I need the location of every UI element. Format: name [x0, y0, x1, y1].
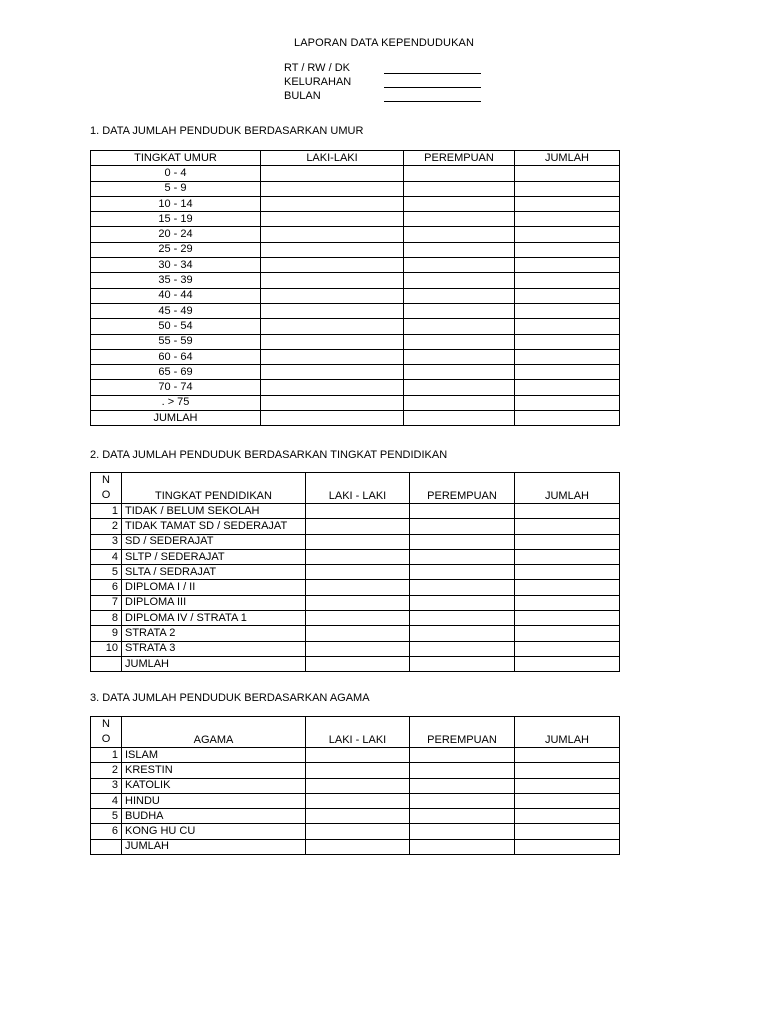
- total-count-cell[interactable]: [515, 411, 620, 426]
- female-count-cell[interactable]: [410, 793, 515, 808]
- total-count-cell[interactable]: [515, 824, 620, 839]
- table-row: [91, 611, 620, 626]
- table-row: [91, 319, 620, 334]
- age-col-header: TINGKAT UMUR: [91, 151, 261, 166]
- female-col-header: PEREMPUAN: [410, 717, 515, 748]
- education-level-cell: TIDAK / BELUM SEKOLAH: [122, 504, 306, 519]
- male-count-cell[interactable]: [306, 565, 410, 580]
- meta-label-bulan: BULAN: [284, 90, 321, 102]
- total-count-cell[interactable]: [515, 166, 620, 181]
- table-row: [91, 411, 620, 426]
- age-range-cell: 55 - 59: [91, 334, 261, 349]
- total-count-cell[interactable]: [515, 319, 620, 334]
- education-level-cell: STRATA 2: [122, 626, 306, 641]
- table-row: [91, 273, 620, 288]
- age-range-cell: 40 - 44: [91, 288, 261, 303]
- table-row: [91, 196, 620, 211]
- table-row: [91, 580, 620, 595]
- total-count-cell[interactable]: [515, 519, 620, 534]
- row-number-cell: [91, 656, 122, 671]
- table-row: [91, 227, 620, 242]
- table-row: [91, 534, 620, 549]
- male-col-header: LAKI - LAKI: [306, 473, 410, 504]
- male-count-cell[interactable]: [261, 380, 404, 395]
- table-row: [91, 380, 620, 395]
- row-number-cell: 10: [91, 641, 122, 656]
- male-count-cell[interactable]: [306, 611, 410, 626]
- male-count-cell[interactable]: [306, 626, 410, 641]
- female-count-cell[interactable]: [404, 411, 515, 426]
- table-row: [91, 395, 620, 410]
- meta-row-rt-rw-dk: [284, 61, 484, 75]
- total-count-cell[interactable]: [515, 181, 620, 196]
- male-count-cell[interactable]: [306, 793, 410, 808]
- female-count-cell[interactable]: [404, 181, 515, 196]
- female-count-cell[interactable]: [410, 656, 515, 671]
- male-count-cell[interactable]: [306, 778, 410, 793]
- education-col-header: TINGKAT PENDIDIKAN: [122, 473, 306, 504]
- total-count-cell[interactable]: [515, 595, 620, 610]
- total-col-header: JUMLAH: [515, 151, 620, 166]
- female-count-cell[interactable]: [410, 595, 515, 610]
- row-number-cell: 8: [91, 611, 122, 626]
- table-row: [91, 349, 620, 364]
- row-number-cell: 5: [91, 809, 122, 824]
- female-count-cell[interactable]: [410, 748, 515, 763]
- total-count-cell[interactable]: [515, 380, 620, 395]
- total-count-cell[interactable]: [515, 242, 620, 257]
- total-count-cell[interactable]: [515, 763, 620, 778]
- age-range-cell: 45 - 49: [91, 303, 261, 318]
- education-table: [90, 472, 620, 672]
- female-count-cell[interactable]: [410, 580, 515, 595]
- age-range-cell: 70 - 74: [91, 380, 261, 395]
- table-row: [91, 166, 620, 181]
- male-count-cell[interactable]: [306, 519, 410, 534]
- female-count-cell[interactable]: [410, 534, 515, 549]
- male-count-cell[interactable]: [261, 258, 404, 273]
- row-number-cell: 1: [91, 504, 122, 519]
- table-row: [91, 748, 620, 763]
- religion-cell: BUDHA: [122, 809, 306, 824]
- table-row: [91, 839, 620, 854]
- female-count-cell[interactable]: [410, 611, 515, 626]
- age-range-cell: 10 - 14: [91, 196, 261, 211]
- education-level-cell: TIDAK TAMAT SD / SEDERAJAT: [122, 519, 306, 534]
- table-row: [91, 793, 620, 808]
- total-count-cell[interactable]: [515, 334, 620, 349]
- total-count-cell[interactable]: [515, 303, 620, 318]
- no-header-n: N: [102, 474, 110, 486]
- female-count-cell[interactable]: [410, 839, 515, 854]
- age-table: [90, 150, 620, 426]
- row-number-cell: 2: [91, 763, 122, 778]
- total-col-header: JUMLAH: [515, 717, 620, 748]
- female-col-header: PEREMPUAN: [410, 473, 515, 504]
- male-count-cell[interactable]: [306, 504, 410, 519]
- education-level-cell: DIPLOMA I / II: [122, 580, 306, 595]
- total-count-cell[interactable]: [515, 839, 620, 854]
- total-count-cell[interactable]: [515, 273, 620, 288]
- total-count-cell[interactable]: [515, 611, 620, 626]
- age-range-cell: . > 75: [91, 395, 261, 410]
- religion-cell: KATOLIK: [122, 778, 306, 793]
- age-range-cell: 60 - 64: [91, 349, 261, 364]
- table-row: [91, 778, 620, 793]
- female-count-cell[interactable]: [404, 196, 515, 211]
- age-range-cell: 15 - 19: [91, 212, 261, 227]
- table-row: [91, 288, 620, 303]
- female-count-cell[interactable]: [404, 212, 515, 227]
- education-level-cell: SD / SEDERAJAT: [122, 534, 306, 549]
- total-count-cell[interactable]: [515, 580, 620, 595]
- age-table-header: [91, 151, 620, 166]
- total-count-cell[interactable]: [515, 549, 620, 564]
- education-level-cell: STRATA 3: [122, 641, 306, 656]
- no-header-n: N: [102, 718, 110, 730]
- age-range-cell: 65 - 69: [91, 365, 261, 380]
- female-count-cell[interactable]: [404, 242, 515, 257]
- total-count-cell[interactable]: [515, 534, 620, 549]
- age-range-cell: 5 - 9: [91, 181, 261, 196]
- education-level-cell: SLTA / SEDRAJAT: [122, 565, 306, 580]
- female-count-cell[interactable]: [404, 303, 515, 318]
- female-count-cell[interactable]: [410, 809, 515, 824]
- section3-heading: 3. DATA JUMLAH PENDUDUK BERDASARKAN AGAMA: [90, 692, 370, 704]
- female-count-cell[interactable]: [404, 227, 515, 242]
- religion-cell: KRESTIN: [122, 763, 306, 778]
- male-count-cell[interactable]: [261, 273, 404, 288]
- female-count-cell[interactable]: [404, 166, 515, 181]
- religion-table-header: [91, 717, 620, 748]
- male-count-cell[interactable]: [306, 824, 410, 839]
- total-count-cell[interactable]: [515, 656, 620, 671]
- male-col-header: LAKI-LAKI: [261, 151, 404, 166]
- table-row: [91, 824, 620, 839]
- male-count-cell[interactable]: [261, 288, 404, 303]
- table-row: [91, 334, 620, 349]
- row-number-cell: 6: [91, 580, 122, 595]
- total-count-cell[interactable]: [515, 641, 620, 656]
- female-count-cell[interactable]: [404, 349, 515, 364]
- female-count-cell[interactable]: [410, 641, 515, 656]
- female-count-cell[interactable]: [404, 380, 515, 395]
- male-count-cell[interactable]: [306, 809, 410, 824]
- total-count-cell[interactable]: [515, 349, 620, 364]
- age-range-cell: JUMLAH: [91, 411, 261, 426]
- total-count-cell[interactable]: [515, 504, 620, 519]
- male-count-cell[interactable]: [306, 641, 410, 656]
- female-count-cell[interactable]: [410, 763, 515, 778]
- page-title: LAPORAN DATA KEPENDUDUKAN: [294, 37, 474, 49]
- row-number-cell: 3: [91, 534, 122, 549]
- row-number-cell: 5: [91, 565, 122, 580]
- total-count-cell[interactable]: [515, 565, 620, 580]
- male-count-cell[interactable]: [261, 166, 404, 181]
- female-count-cell[interactable]: [410, 504, 515, 519]
- male-count-cell[interactable]: [261, 227, 404, 242]
- section1-heading: 1. DATA JUMLAH PENDUDUK BERDASARKAN UMUR: [90, 125, 364, 137]
- table-row: [91, 303, 620, 318]
- table-row: [91, 656, 620, 671]
- total-count-cell[interactable]: [515, 778, 620, 793]
- male-count-cell[interactable]: [306, 839, 410, 854]
- table-row: [91, 365, 620, 380]
- male-count-cell[interactable]: [261, 395, 404, 410]
- row-number-cell: 4: [91, 549, 122, 564]
- row-number-cell: [91, 839, 122, 854]
- male-count-cell[interactable]: [306, 763, 410, 778]
- religion-col-header: AGAMA: [122, 717, 306, 748]
- education-level-cell: SLTP / SEDERAJAT: [122, 549, 306, 564]
- male-count-cell[interactable]: [261, 212, 404, 227]
- female-count-cell[interactable]: [410, 626, 515, 641]
- male-count-cell[interactable]: [306, 580, 410, 595]
- female-count-cell[interactable]: [410, 824, 515, 839]
- table-row: [91, 242, 620, 257]
- age-range-cell: 30 - 34: [91, 258, 261, 273]
- age-range-cell: 50 - 54: [91, 319, 261, 334]
- meta-blank-bulan[interactable]: [384, 101, 481, 102]
- meta-blank-kelurahan[interactable]: [384, 87, 481, 88]
- total-count-cell[interactable]: [515, 793, 620, 808]
- female-count-cell[interactable]: [410, 778, 515, 793]
- total-count-cell[interactable]: [515, 809, 620, 824]
- male-count-cell[interactable]: [261, 349, 404, 364]
- no-col-header: [91, 473, 122, 504]
- no-header-o: O: [101, 733, 111, 745]
- total-count-cell[interactable]: [515, 748, 620, 763]
- religion-cell: JUMLAH: [122, 839, 306, 854]
- religion-table: [90, 716, 620, 855]
- table-row: [91, 641, 620, 656]
- total-count-cell[interactable]: [515, 258, 620, 273]
- total-count-cell[interactable]: [515, 395, 620, 410]
- total-count-cell[interactable]: [515, 365, 620, 380]
- table-row: [91, 763, 620, 778]
- meta-blank-rt-rw-dk[interactable]: [384, 73, 481, 74]
- female-count-cell[interactable]: [404, 273, 515, 288]
- meta-label-kelurahan: KELURAHAN: [284, 76, 352, 88]
- total-count-cell[interactable]: [515, 196, 620, 211]
- row-number-cell: 2: [91, 519, 122, 534]
- female-count-cell[interactable]: [404, 334, 515, 349]
- male-count-cell[interactable]: [306, 595, 410, 610]
- female-count-cell[interactable]: [404, 365, 515, 380]
- male-count-cell[interactable]: [261, 181, 404, 196]
- meta-label-rt-rw-dk: RT / RW / DK: [284, 62, 351, 74]
- table-row: [91, 549, 620, 564]
- total-count-cell[interactable]: [515, 626, 620, 641]
- table-row: [91, 565, 620, 580]
- male-count-cell[interactable]: [261, 319, 404, 334]
- education-level-cell: DIPLOMA IV / STRATA 1: [122, 611, 306, 626]
- total-count-cell[interactable]: [515, 288, 620, 303]
- age-range-cell: 20 - 24: [91, 227, 261, 242]
- age-range-cell: 25 - 29: [91, 242, 261, 257]
- male-count-cell[interactable]: [261, 365, 404, 380]
- meta-row-bulan: [284, 89, 484, 103]
- row-number-cell: 9: [91, 626, 122, 641]
- religion-cell: KONG HU CU: [122, 824, 306, 839]
- male-count-cell[interactable]: [261, 196, 404, 211]
- row-number-cell: 4: [91, 793, 122, 808]
- male-count-cell[interactable]: [261, 242, 404, 257]
- male-count-cell[interactable]: [261, 411, 404, 426]
- male-count-cell[interactable]: [261, 303, 404, 318]
- report-meta: [284, 61, 484, 103]
- education-level-cell: JUMLAH: [122, 656, 306, 671]
- table-row: [91, 181, 620, 196]
- male-count-cell[interactable]: [306, 656, 410, 671]
- age-range-cell: 0 - 4: [91, 166, 261, 181]
- no-col-header: [91, 717, 122, 748]
- male-count-cell[interactable]: [306, 549, 410, 564]
- table-row: [91, 258, 620, 273]
- row-number-cell: 7: [91, 595, 122, 610]
- no-header-o: O: [101, 489, 111, 501]
- total-count-cell[interactable]: [515, 212, 620, 227]
- female-col-header: PEREMPUAN: [404, 151, 515, 166]
- table-row: [91, 595, 620, 610]
- male-count-cell[interactable]: [306, 748, 410, 763]
- female-count-cell[interactable]: [404, 319, 515, 334]
- religion-cell: HINDU: [122, 793, 306, 808]
- total-col-header: JUMLAH: [515, 473, 620, 504]
- male-count-cell[interactable]: [261, 334, 404, 349]
- male-col-header: LAKI - LAKI: [306, 717, 410, 748]
- table-row: [91, 626, 620, 641]
- section2-heading: 2. DATA JUMLAH PENDUDUK BERDASARKAN TINGKAT PENDIDIKAN: [90, 449, 448, 461]
- education-table-header: [91, 473, 620, 504]
- table-row: [91, 212, 620, 227]
- table-row: [91, 504, 620, 519]
- row-number-cell: 6: [91, 824, 122, 839]
- row-number-cell: 3: [91, 778, 122, 793]
- table-row: [91, 809, 620, 824]
- female-count-cell[interactable]: [404, 395, 515, 410]
- meta-row-kelurahan: [284, 75, 484, 89]
- male-count-cell[interactable]: [306, 534, 410, 549]
- female-count-cell[interactable]: [410, 565, 515, 580]
- female-count-cell[interactable]: [404, 258, 515, 273]
- age-range-cell: 35 - 39: [91, 273, 261, 288]
- row-number-cell: 1: [91, 748, 122, 763]
- female-count-cell[interactable]: [410, 549, 515, 564]
- religion-cell: ISLAM: [122, 748, 306, 763]
- total-count-cell[interactable]: [515, 227, 620, 242]
- female-count-cell[interactable]: [410, 519, 515, 534]
- female-count-cell[interactable]: [404, 288, 515, 303]
- table-row: [91, 519, 620, 534]
- education-level-cell: DIPLOMA III: [122, 595, 306, 610]
